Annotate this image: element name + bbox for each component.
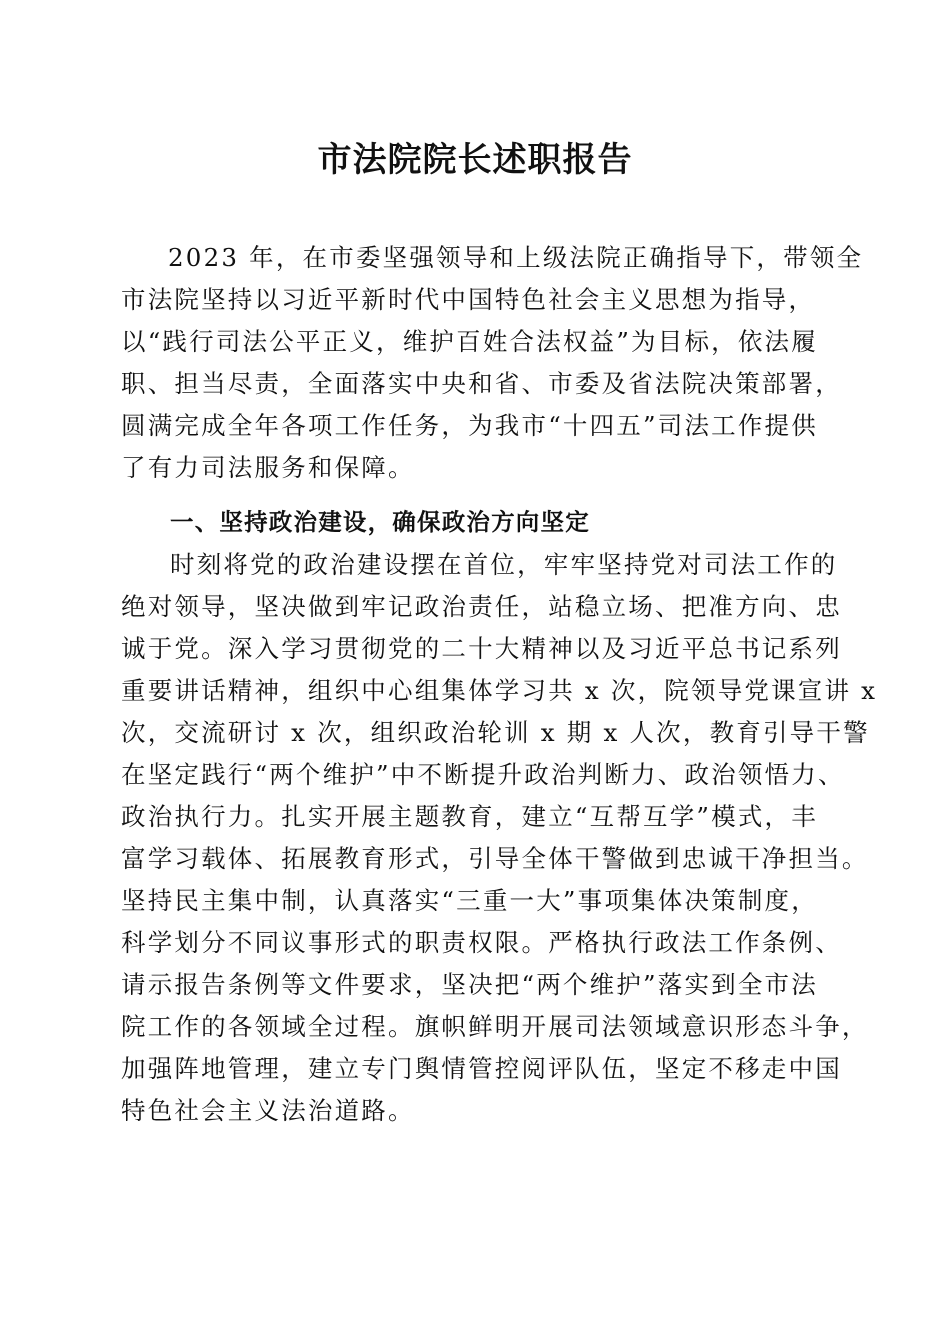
body-line-2: 绝对领导，坚决做到牢记政治责任，站稳立场、把准方向、忠 [121,592,842,621]
section-heading: 一、坚持政治建设，确保政治方向坚定 [170,508,590,536]
body-line-1: 时刻将党的政治建设摆在首位，牢牢坚持党对司法工作的 [170,550,838,579]
intro-line-4: 职、担当尽责，全面落实中央和省、市委及省法院决策部署， [121,369,842,398]
intro-line-6: 了有力司法服务和保障。 [121,453,415,482]
body-line-14: 特色社会主义法治道路。 [121,1096,415,1125]
body-line-3: 诚于党。深入学习贯彻党的二十大精神以及习近平总书记系列 [121,634,842,663]
body-line-12: 院工作的各领域全过程。旗帜鲜明开展司法领域意识形态斗争， [121,1012,869,1041]
body-line-6: 在坚定践行“两个维护”中不断提升政治判断力、政治领悟力、 [121,760,845,789]
body-line-9: 坚持民主集中制，认真落实“三重一大”事项集体决策制度， [121,886,818,915]
body-line-5: 次，交流研讨 x 次，组织政治轮训 x 期 x 人次，教育引导干警 [121,718,870,747]
intro-line-3: 以“践行司法公平正义，维护百姓合法权益”为目标，依法履 [121,327,818,356]
body-line-11: 请示报告条例等文件要求，坚决把“两个维护”落实到全市法 [121,970,818,999]
body-line-4: 重要讲话精神，组织中心组集体学习共 x 次，院领导党课宣讲 x [121,676,878,705]
intro-line-2: 市法院坚持以习近平新时代中国特色社会主义思想为指导， [121,285,816,314]
intro-line-5: 圆满完成全年各项工作任务，为我市“十四五”司法工作提供 [121,411,818,440]
body-line-10: 科学划分不同议事形式的职责权限。严格执行政法工作条例、 [121,928,842,957]
intro-line-1: 2023 年，在市委坚强领导和上级法院正确指导下，带领全 [168,243,864,272]
document-title: 市法院院长述职报告 [317,140,633,180]
body-line-7: 政治执行力。扎实开展主题教育，建立“互帮互学”模式，丰 [121,802,818,831]
body-line-8: 富学习载体、拓展教育形式，引导全体干警做到忠诚干净担当。 [121,844,869,873]
body-line-13: 加强阵地管理，建立专门舆情管控阅评队伍，坚定不移走中国 [121,1054,842,1083]
